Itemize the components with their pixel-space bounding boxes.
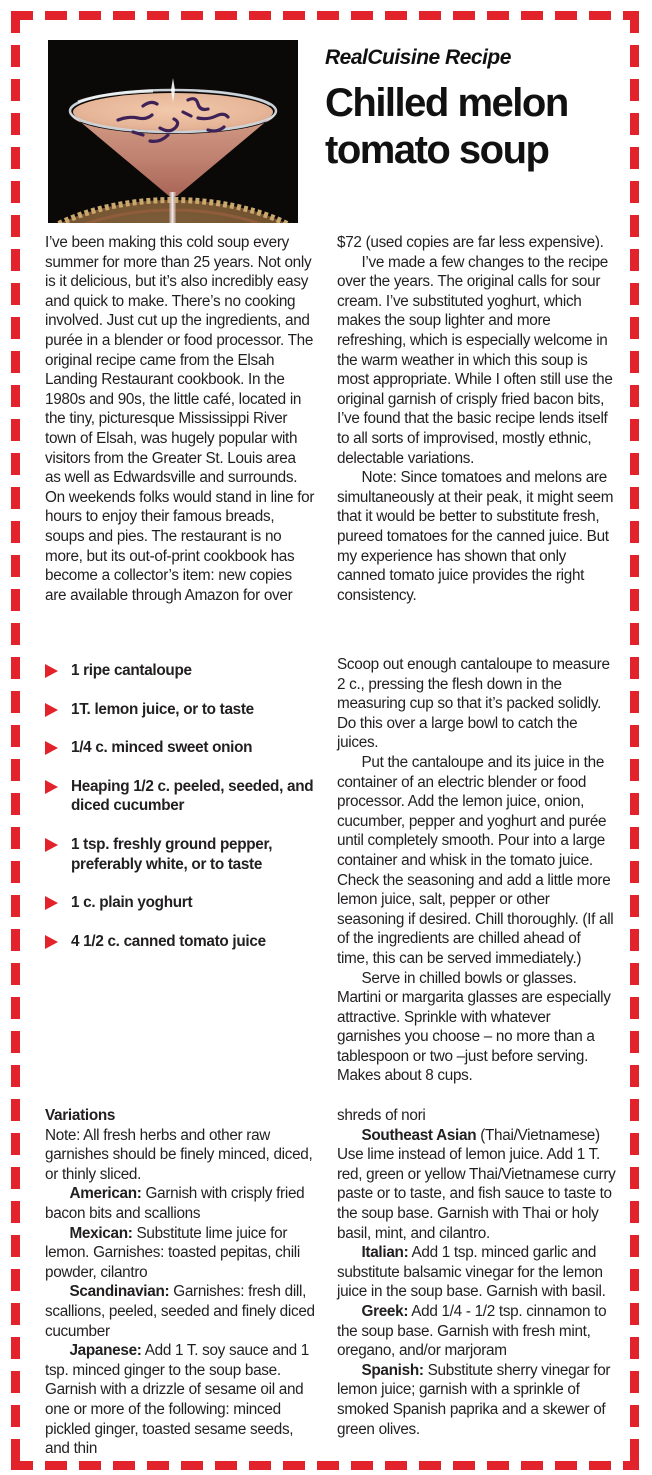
variation-text: Garnish with crisply fried bacon bits and scallions <box>45 1185 305 1222</box>
variation-term: American: <box>69 1185 142 1203</box>
variations-column-left <box>45 1106 315 1459</box>
ingredient-item <box>45 738 317 758</box>
ingredient-item <box>45 893 317 913</box>
method-paragraph: Serve in chilled bowls or glasses. Martini or margarita glasses are especially attractive. Sprinkle with whatever garnishes you choose – no more than a tablespoon or two –just before serving. Makes about 8 cups. <box>337 969 611 1085</box>
bullet-triangle-icon <box>45 664 58 678</box>
variation-text: (Thai/Vietnamese) Use lime instead of lemon juice. Add 1 T. red, green or yellow Thai/Vietnamese curry paste or to taste, and fish sauce to taste to the soup base. Garnish with Thai or holy basil, mint, and cilantro. <box>337 1126 616 1242</box>
variation-text: Add 1/4 - 1/2 tsp. cinnamon to the soup base. Garnish with fresh mint, oregano, and/or marjoram <box>337 1302 607 1360</box>
variation-term: Italian: <box>361 1244 409 1262</box>
variation-entry <box>45 1282 315 1341</box>
ingredients-list <box>45 661 317 970</box>
method-paragraph: Scoop out enough cantaloupe to measure 2 c., pressing the flesh down in the measuring cup so that it’s packed solidly. Do this over a large bowl to catch the juices. <box>337 656 610 752</box>
ingredient-item <box>45 661 317 681</box>
intro-paragraph: $72 (used copies are far less expensive). <box>337 234 604 251</box>
soup-glass-illustration <box>48 40 298 223</box>
headline-block <box>325 46 625 174</box>
variation-text: Add 1 T. soy sauce and 1 tsp. minced ginger to the soup base. Garnish with a drizzle of sesame oil and one or more of the following: minced pickled ginger, toasted sesame seeds, and thin <box>45 1342 310 1458</box>
ingredient-item <box>45 835 317 874</box>
bullet-triangle-icon <box>45 780 58 794</box>
variation-term: Scandinavian: <box>69 1283 170 1301</box>
variation-term: Southeast Asian <box>361 1126 477 1144</box>
variation-continuation: shreds of nori <box>337 1107 426 1124</box>
ingredient-text: 4 1/2 c. canned tomato juice <box>71 932 266 950</box>
intro-paragraph: Note: Since tomatoes and melons are simultaneously at their peak, it might seem that it would be better to substitute fresh, pureed tomatoes for the canned juice. But my experience has shown that only canned tomato juice provides the right consistency. <box>337 469 614 604</box>
variations-note: Note: All fresh herbs and other raw garnishes should be finely minced, diced, or thinly sliced. <box>45 1126 313 1183</box>
variation-text: Add 1 tsp. minced garlic and substitute balsamic vinegar for the lemon juice in the soup base. Garnish with basil. <box>337 1244 606 1301</box>
border-right-dashed <box>630 11 639 1470</box>
ingredient-text: 1/4 c. minced sweet onion <box>71 739 253 757</box>
ingredient-text: 1T. lemon juice, or to taste <box>71 700 254 718</box>
page-title-line1: Chilled melon <box>325 81 568 125</box>
border-bottom-dashed <box>11 1461 639 1470</box>
ingredient-item <box>45 777 317 816</box>
ingredient-text: 1 tsp. freshly ground pepper, preferably white, or to taste <box>71 835 273 873</box>
ingredient-text: 1 ripe cantaloupe <box>71 662 192 679</box>
page-title-line2: tomato soup <box>325 128 549 172</box>
variation-term: Greek: <box>361 1302 409 1320</box>
ingredient-text: 1 c. plain yoghurt <box>71 894 193 912</box>
bullet-triangle-icon <box>45 703 58 717</box>
border-left-dashed <box>11 11 20 1470</box>
intro-column-right <box>337 233 616 605</box>
bullet-triangle-icon <box>45 838 58 852</box>
variation-entry <box>45 1341 315 1459</box>
ingredient-item <box>45 932 317 952</box>
method-paragraph: Put the cantaloupe and its juice in the container of an electric blender or food processor. Add the lemon juice, onion, cucumber, pepper and yoghurt and purée until completely smooth. Pour into a large container and whisk in the tomato juice. Check the seasoning and add a little more lemon juice, salt, pepper or other seasoning if desired. Chill thoroughly. (If all of the ingredients are chilled ahead of time, this can be served immediately.) <box>337 753 614 967</box>
variation-term: Japanese: <box>69 1342 142 1360</box>
variation-text: Substitute lime juice for lemon. Garnishes: toasted pepitas, chili powder, cilantro <box>45 1224 300 1281</box>
intro-paragraph: I’ve made a few changes to the recipe over the years. The original calls for sour cream. I’ve substituted yoghurt, which makes the soup lighter and more refreshing, which is especially welcome in the warm weather in which this soup is most appropriate. While I often still use the original garnish of crisply fried bacon bits, I’ve found that the basic recipe lends itself to all sorts of improvised, mostly ethnic, delectable variations. <box>337 253 613 467</box>
bullet-triangle-icon <box>45 935 58 949</box>
variation-term: Spanish: <box>361 1361 424 1379</box>
bullet-triangle-icon <box>45 896 58 910</box>
ingredient-text: Heaping 1/2 c. peeled, seeded, and diced cucumber <box>71 777 314 815</box>
variation-text: Substitute sherry vinegar for lemon juice; garnish with a sprinkle of smoked Spanish paprika and a skewer of green olives. <box>337 1361 611 1438</box>
intro-column-left <box>45 233 315 605</box>
variation-text: Garnishes: fresh dill, scallions, peeled, seeded and finely diced cucumber <box>45 1283 315 1340</box>
variation-entry <box>45 1184 315 1223</box>
variation-entry <box>337 1361 616 1439</box>
intro-paragraph: I’ve been making this cold soup every summer for more than 25 years. Not only is it delicious, but it’s also incredibly easy and quick to make. There’s no cooking involved. Just cut up the ingredients, and purée in a blender or food processor. The original recipe came from the Elsah Landing Restaurant cookbook. In the 1980s and 90s, the little café, located in the tiny, picturesque Mississippi River town of Elsah, was hugely popular with visitors from the Greater St. Louis area as well as Edwardsville and surrounds. On weekends folks would stand in line for hours to enjoy their famous breads, soups and pies. The restaurant is no more, but its out-of-print cookbook has become a collector’s item: new copies are available through Amazon for over <box>45 234 315 604</box>
ingredient-item <box>45 700 317 720</box>
method-column <box>337 655 616 1086</box>
variations-heading: Variations <box>45 1107 116 1124</box>
bullet-triangle-icon <box>45 741 58 755</box>
variations-column-right <box>337 1106 616 1439</box>
recipe-photo <box>48 40 298 223</box>
kicker: RealCuisine Recipe <box>325 46 511 69</box>
variation-entry <box>45 1224 315 1283</box>
variation-entry <box>337 1126 616 1244</box>
variation-entry <box>337 1302 616 1361</box>
variation-term: Mexican: <box>69 1224 133 1242</box>
border-top-dashed <box>11 11 639 20</box>
variation-entry <box>337 1243 616 1302</box>
